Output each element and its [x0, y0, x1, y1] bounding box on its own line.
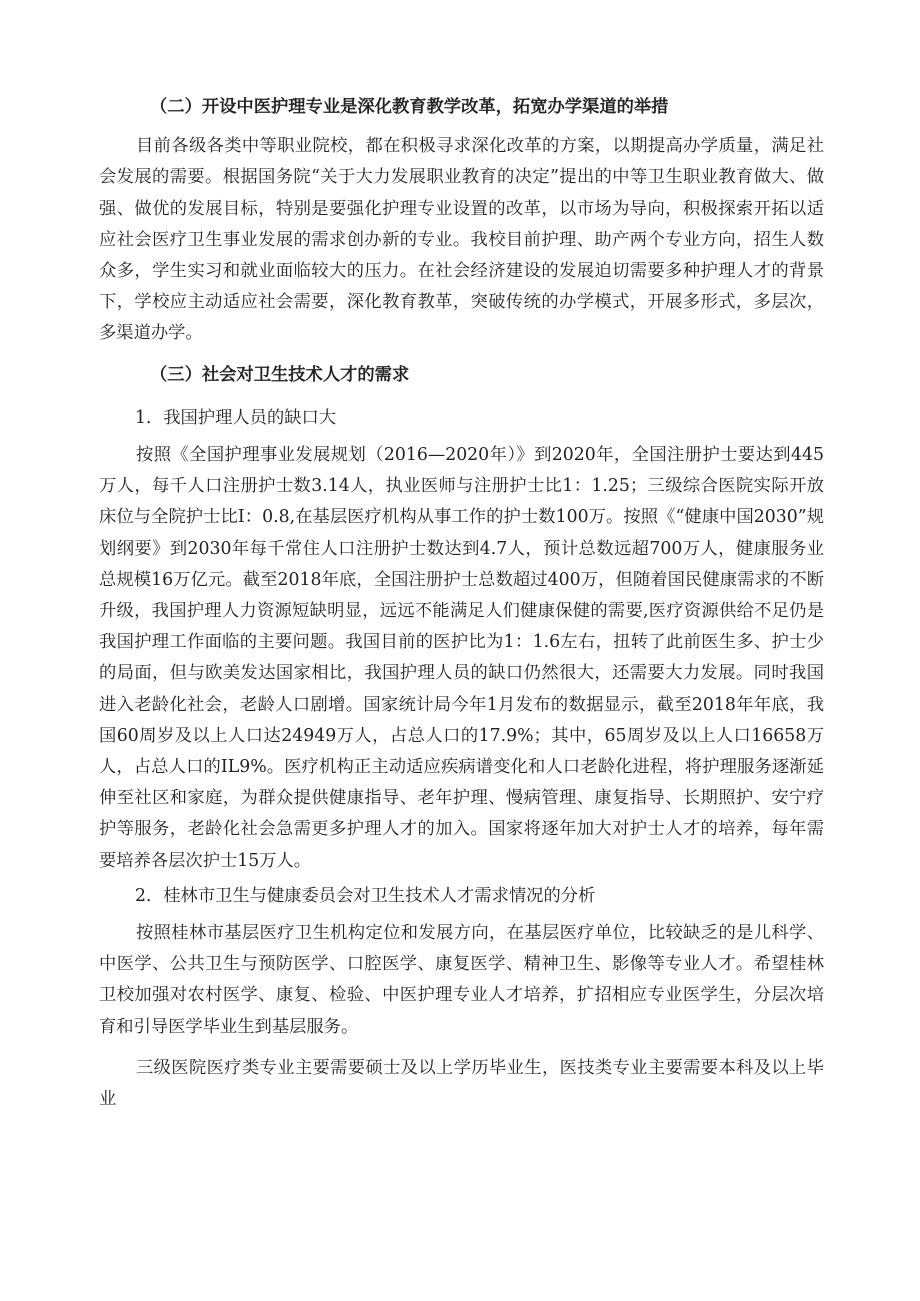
paragraph-guilin-analysis: 按照桂林市基层医疗卫生机构定位和发展方向，在基层医疗单位，比较缺乏的是儿科学、中医学、公共卫生与预防医学、口腔医学、康复医学、精神卫生、影像等专业人才。希望桂林卫校加强对农村医学、康复、检验、中医护理专业人才培养，扩招相应专业医学生，分层次培育和引导医学毕业生到基层服务。: [99, 923, 824, 1037]
paragraph-nurse-shortage: 按照《全国护理事业发展规划（2016—2020年）》到2020年，全国注册护士要达到445万人，每千人口注册护士数3.14人，执业医师与注册护士比1：1.25；三级综合医院实际开放床位与全院护士比I：0.8,在基层医疗机构从事工作的护士数100万。按照《“健康中国2030”规划纲要》到2030年每千常住人口注册护士数达到4.7人，预计总数远超700万人，健康服务业总规模16万亿元。截至2018年底，全国注册护士总数超过400万，但随着国民健康需求的不断升级，我国护理人力资源短缺明显，远远不能满足人们健康保健的需要,医疗资源供给不足仍是我国护理工作面临的主要问题。我国目前的医护比为1：1.6左右，扭转了此前医生多、护士少的局面，但与欧美发达国家相比，我国护理人员的缺口仍然很大，还需要大力发展。同时我国进入老龄化社会，老龄人口剧增。国家统计局今年1月发布的数据显示，截至2018年年底，我国60周岁及以上人口达24949万人，占总人口的17.9%；其中，65周岁及以上人口16658万人，占总人口的IL9%。医疗机构正主动适应疾病谱变化和人口老龄化进程，将护理服务逐渐延伸至社区和家庭，为群众提供健康指导、老年护理、慢病管理、康复指导、长期照护、安宁疗护等服务，老龄化社会急需更多护理人才的加入。国家将逐年加大对护士人才的培养，每年需要培养各层次护士15万人。: [99, 445, 824, 871]
section-heading-3: （三）社会对卫生技术人才的需求: [150, 364, 410, 385]
document-body: [99, 92, 824, 1115]
sub-heading-guilin-analysis: 2．桂林市卫生与健康委员会对卫生技术人才需求情况的分析: [135, 885, 596, 906]
sub-heading-nurse-shortage: 1．我国护理人员的缺口大: [135, 407, 337, 428]
section-heading-2: （二）开设中医护理专业是深化教育教学改革，拓宽办学渠道的举措: [150, 97, 669, 117]
paragraph-reform: 目前各级各类中等职业院校，都在积极寻求深化改革的方案，以期提高办学质量，满足社会发展的需要。根据国务院“关于大力发展职业教育的决定”提出的中等卫生职业教育做大、做强、做优的发展目标，特别是要强化护理专业设置的改革，以市场为导向，积极探索开拓以适应社会医疗卫生事业发展的需求创办新的专业。我校目前护理、助产两个专业方向，招生人数众多，学生实习和就业面临较大的压力。在社会经济建设的发展迫切需要多种护理人才的背景下，学校应主动适应社会需要，深化教育教革，突破传统的办学模式，开展多形式，多层次，多渠道办学。: [99, 136, 824, 344]
paragraph-tertiary-hospitals: 三级医院医疗类专业主要需要硕士及以上学历毕业生，医技类专业主要需要本科及以上毕业: [99, 1057, 824, 1110]
